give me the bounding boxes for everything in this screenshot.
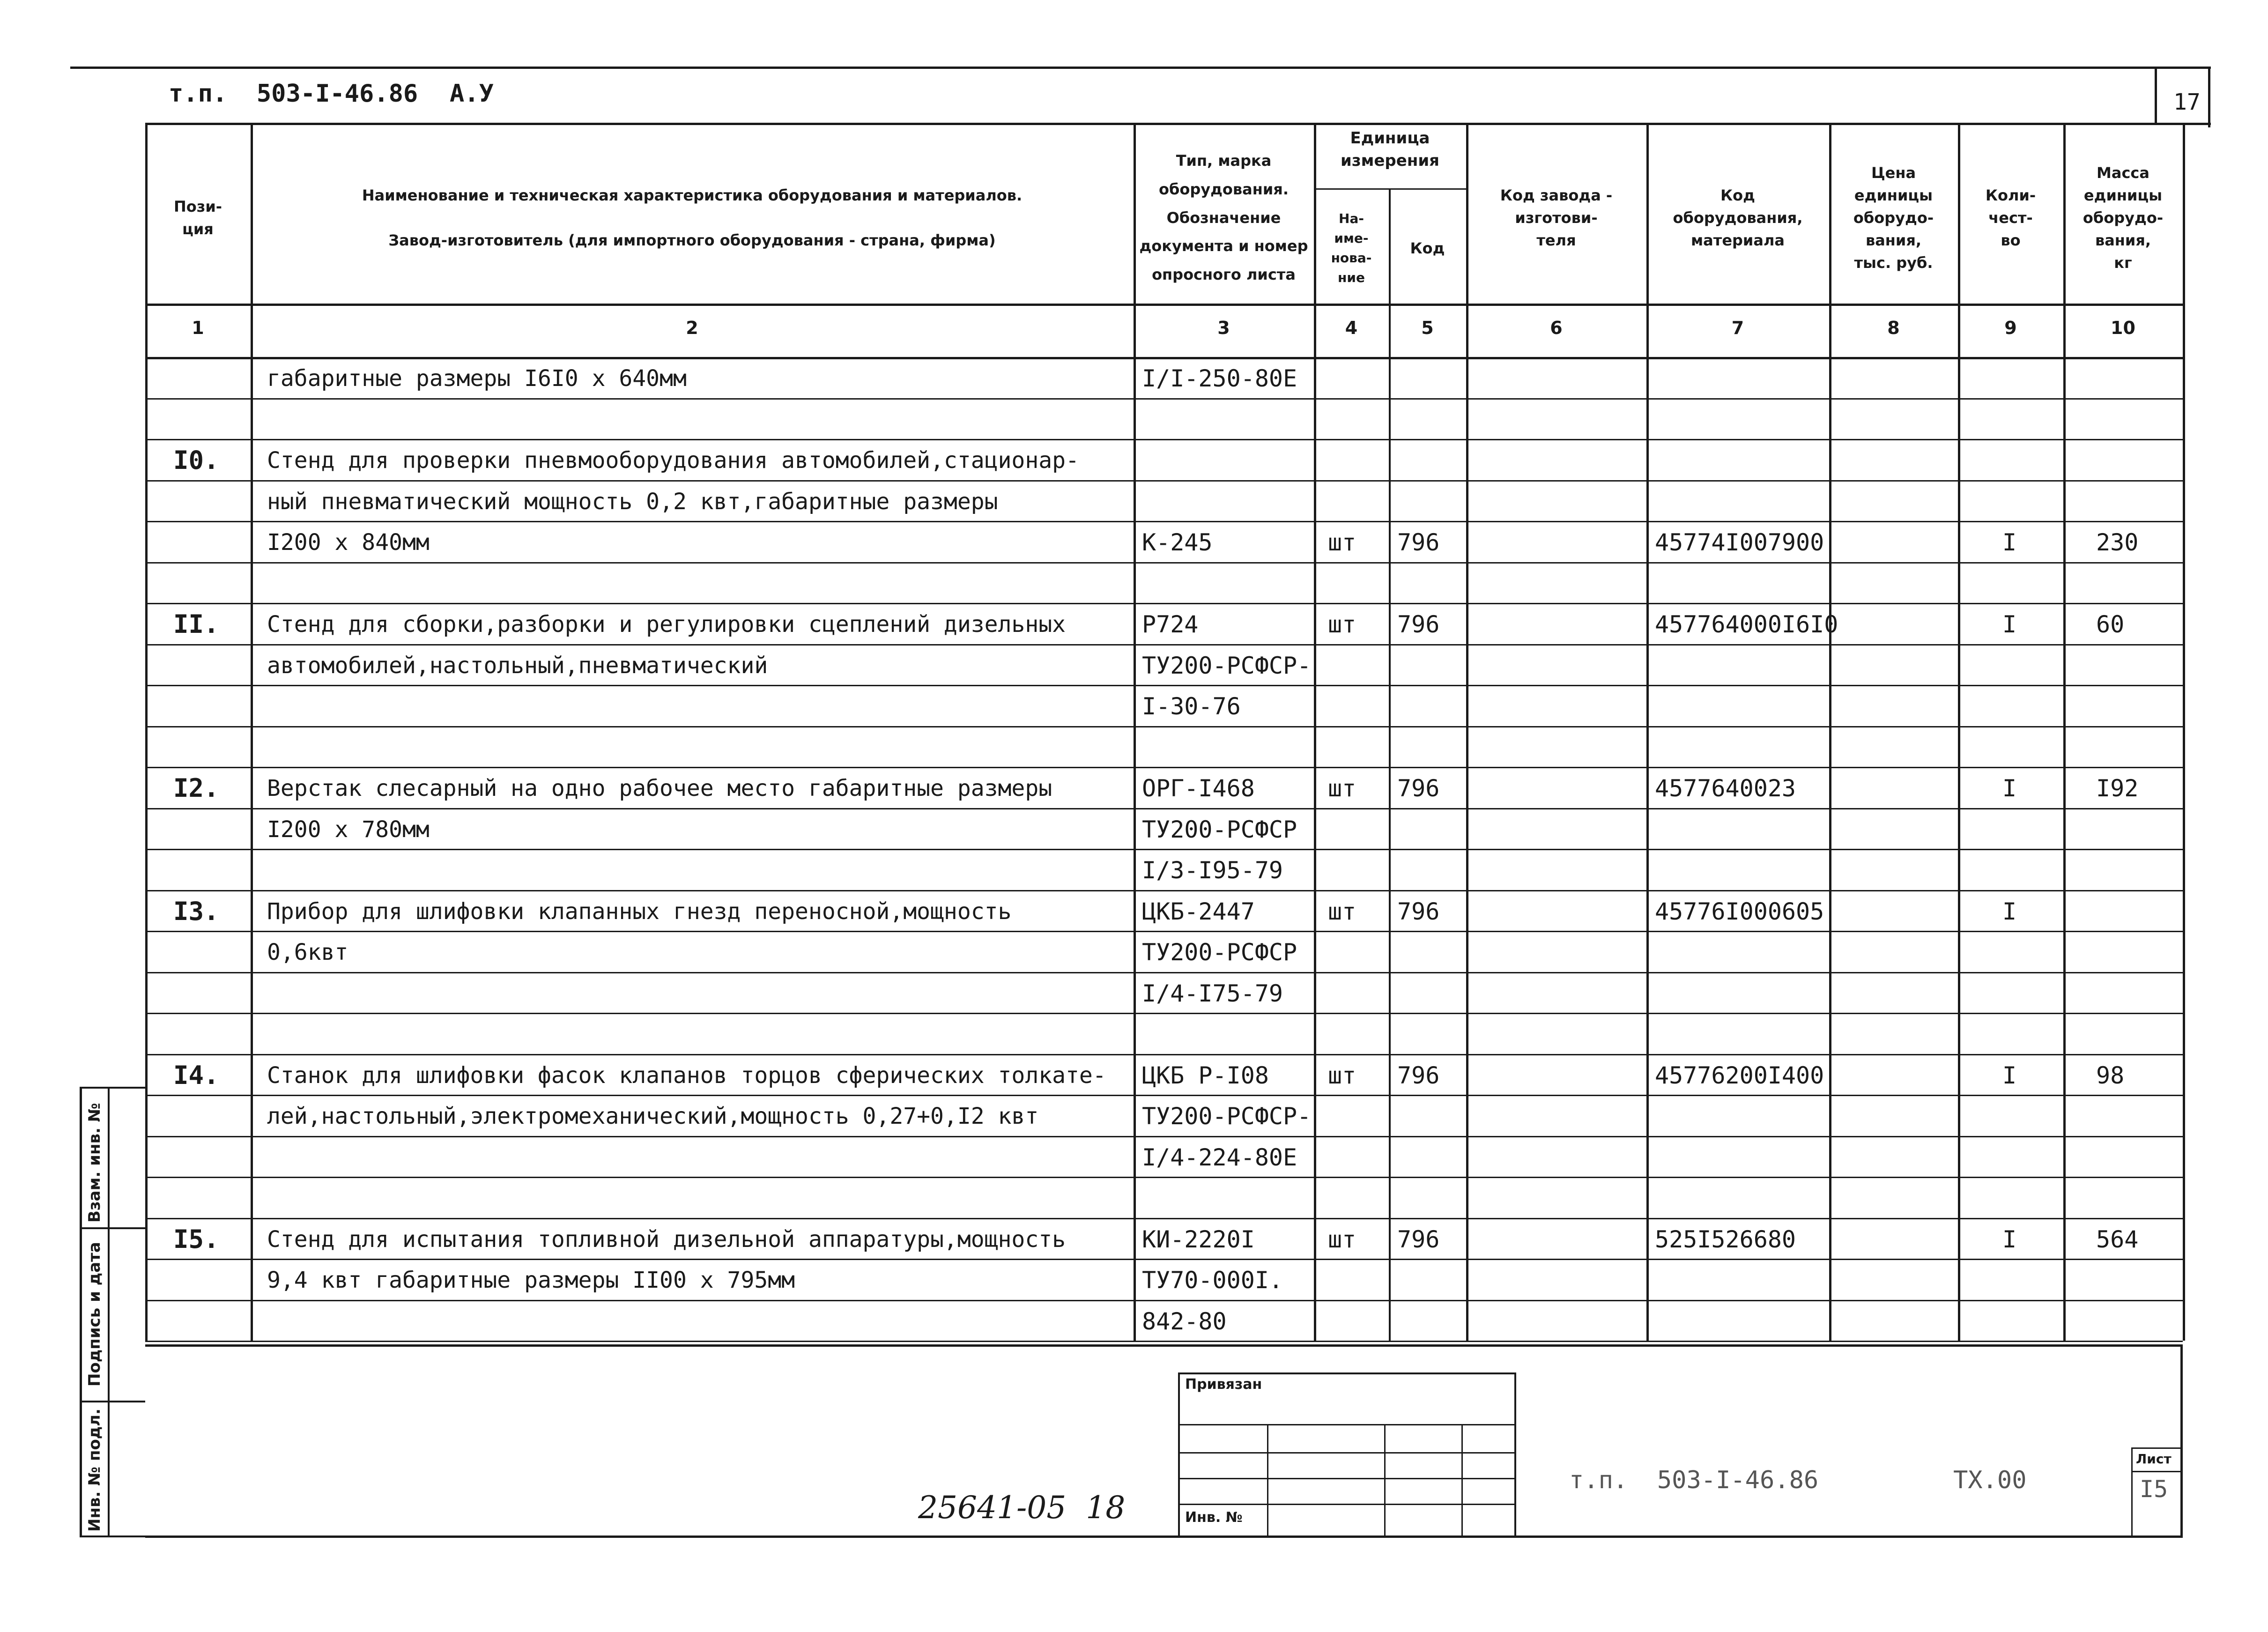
side-label-inv-orig: Инв. № подл. bbox=[85, 1408, 104, 1532]
cell-item-code: 525I526680 bbox=[1655, 1225, 1796, 1253]
cell-type: К-245 bbox=[1142, 529, 1213, 556]
column-header-mass: Масса единицы оборудо- вания, кг bbox=[2083, 164, 2164, 272]
column-number-name: 2 bbox=[686, 318, 698, 338]
column-header-price: Цена единицы оборудо- вания, тыс. руб. bbox=[1853, 164, 1934, 272]
cell-type: I/4-224-80Е bbox=[1142, 1143, 1297, 1171]
cell-type: ТУ200-РСФСР bbox=[1142, 816, 1297, 843]
side-label-replace: Взам. инв. № bbox=[85, 1103, 104, 1223]
stamp-doc-reference: т.п. 503-I-46.86 bbox=[1569, 1466, 1819, 1494]
cell-position: II. bbox=[173, 609, 219, 639]
cell-mass: 98 bbox=[2096, 1061, 2125, 1089]
cell-name: I200 x 780мм bbox=[267, 816, 430, 843]
cell-name: Станок для шлифовки фасок клапанов торцов сферических толкате- bbox=[267, 1062, 1106, 1089]
bound-label: Привязан bbox=[1185, 1376, 1262, 1393]
cell-type: I/I-250-80Е bbox=[1142, 365, 1297, 392]
cell-type: ТУ70-000I. bbox=[1142, 1267, 1283, 1294]
cell-name: автомобилей,настольный,пневматический bbox=[267, 652, 768, 679]
cell-type: КИ-2220I bbox=[1142, 1225, 1255, 1253]
cell-unit-name: шт bbox=[1328, 1225, 1356, 1253]
cell-unit-code: 796 bbox=[1397, 1225, 1440, 1253]
column-number-unit-name: 4 bbox=[1345, 318, 1358, 338]
cell-type: I-30-76 bbox=[1142, 693, 1241, 720]
column-header-quantity: Коли- чест- во bbox=[1985, 186, 2036, 249]
cell-quantity: I bbox=[2002, 611, 2017, 638]
cell-unit-code: 796 bbox=[1397, 611, 1440, 638]
column-header-name: Наименование и техническая характеристика оборудования и материалов. Завод-изготовитель (для импортного оборудования - страна, фирма) bbox=[362, 186, 1023, 249]
cell-unit-code: 796 bbox=[1397, 775, 1440, 802]
column-header-item-code: Код оборудования, материала bbox=[1673, 186, 1803, 249]
column-header-unit-name: На- име- нова- ние bbox=[1331, 211, 1372, 285]
page-corner-number: 17 bbox=[2173, 89, 2201, 115]
cell-name: лей,настольный,электромеханический,мощность 0,27+0,I2 квт bbox=[267, 1103, 1039, 1129]
column-number-position: 1 bbox=[192, 318, 204, 338]
cell-type: I/4-I75-79 bbox=[1142, 979, 1283, 1007]
cell-unit-code: 796 bbox=[1397, 1061, 1440, 1089]
cell-position: I5. bbox=[173, 1224, 219, 1254]
cell-item-code: 45776200I400 bbox=[1655, 1061, 1824, 1089]
cell-position: I2. bbox=[173, 773, 219, 803]
column-header-type: Тип, марка оборудования. Обозначение документа и номер опросного листа bbox=[1139, 152, 1308, 284]
cell-position: I4. bbox=[173, 1060, 219, 1090]
cell-item-code: 457764000I6I0 bbox=[1655, 611, 1838, 638]
sheet-label: Лист bbox=[2136, 1451, 2172, 1467]
stamp-section: ТХ.00 bbox=[1953, 1466, 2027, 1494]
cell-quantity: I bbox=[2002, 1061, 2017, 1089]
cell-name: Стенд для проверки пневмооборудования автомобилей,стационар- bbox=[267, 447, 1079, 474]
cell-position: I3. bbox=[173, 896, 219, 926]
cell-name: Стенд для испытания топливной дизельной аппаратуры,мощность bbox=[267, 1226, 1066, 1253]
cell-item-code: 4577640023 bbox=[1655, 775, 1796, 802]
column-header-unit-code: Код bbox=[1410, 239, 1445, 257]
cell-unit-name: шт bbox=[1328, 1061, 1356, 1089]
cell-quantity: I bbox=[2002, 529, 2017, 556]
column-header-position: Пози- ция bbox=[173, 198, 222, 238]
cell-unit-name: шт bbox=[1328, 611, 1356, 638]
column-number-mass: 10 bbox=[2111, 318, 2135, 338]
column-number-unit-code: 5 bbox=[1421, 318, 1434, 338]
inv-label: Инв. № bbox=[1185, 1509, 1243, 1526]
cell-name: Стенд для сборки,разборки и регулировки сцеплений дизельных bbox=[267, 611, 1066, 638]
cell-item-code: 45774I007900 bbox=[1655, 529, 1824, 556]
cell-name: 9,4 квт габаритные размеры II00 x 795мм bbox=[267, 1267, 795, 1293]
cell-unit-code: 796 bbox=[1397, 898, 1440, 925]
cell-unit-name: шт bbox=[1328, 529, 1356, 556]
column-number-quantity: 9 bbox=[2004, 318, 2017, 338]
cell-unit-name: шт bbox=[1328, 898, 1356, 925]
column-number-type: 3 bbox=[1217, 318, 1230, 338]
cell-type: ТУ200-РСФСР bbox=[1142, 939, 1297, 966]
cell-type: I/3-I95-79 bbox=[1142, 857, 1283, 884]
cell-unit-code: 796 bbox=[1397, 529, 1440, 556]
cell-quantity: I bbox=[2002, 1225, 2017, 1253]
section-code: А.У bbox=[450, 80, 494, 108]
cell-item-code: 45776I000605 bbox=[1655, 898, 1824, 925]
cell-type: ТУ200-РСФСР- bbox=[1142, 1103, 1312, 1130]
cell-type: ЦКБ Р-I08 bbox=[1142, 1061, 1269, 1089]
cell-quantity: I bbox=[2002, 898, 2017, 925]
cell-name: габаритные размеры I6I0 x 640мм bbox=[267, 365, 687, 392]
column-number-factory-code: 6 bbox=[1550, 318, 1563, 338]
cell-name: ный пневматический мощность 0,2 квт,габаритные размеры bbox=[267, 488, 998, 515]
cell-name: Верстак слесарный на одно рабочее место габаритные размеры bbox=[267, 775, 1052, 801]
cell-mass: 230 bbox=[2096, 529, 2139, 556]
unit-group-title: Единица измерения bbox=[1341, 129, 1439, 170]
cell-type: ОРГ-I468 bbox=[1142, 775, 1255, 802]
cell-quantity: I bbox=[2002, 775, 2017, 802]
column-number-item-code: 7 bbox=[1731, 318, 1744, 338]
column-header-factory-code: Код завода - изготови- теля bbox=[1500, 186, 1613, 249]
cell-mass: 564 bbox=[2096, 1225, 2139, 1253]
side-label-signature: Подпись и дата bbox=[85, 1242, 104, 1387]
cell-name: 0,6квт bbox=[267, 939, 348, 965]
sheet-number: I5 bbox=[2140, 1476, 2168, 1503]
cell-type: 842-80 bbox=[1142, 1307, 1227, 1335]
cell-mass: I92 bbox=[2096, 775, 2139, 802]
cell-type: Р724 bbox=[1142, 611, 1199, 638]
column-number-price: 8 bbox=[1887, 318, 1900, 338]
doc-reference: т.п. 503-I-46.86 bbox=[169, 80, 418, 108]
cell-name: I200 x 840мм bbox=[267, 529, 430, 556]
cell-type: ТУ200-РСФСР- bbox=[1142, 652, 1312, 679]
cell-mass: 60 bbox=[2096, 611, 2125, 638]
handwritten-number: 25641-05 18 bbox=[918, 1490, 1126, 1526]
cell-name: Прибор для шлифовки клапанных гнезд переносной,мощность bbox=[267, 898, 1012, 925]
cell-type: ЦКБ-2447 bbox=[1142, 898, 1255, 925]
cell-unit-name: шт bbox=[1328, 775, 1356, 802]
cell-position: I0. bbox=[173, 445, 219, 475]
